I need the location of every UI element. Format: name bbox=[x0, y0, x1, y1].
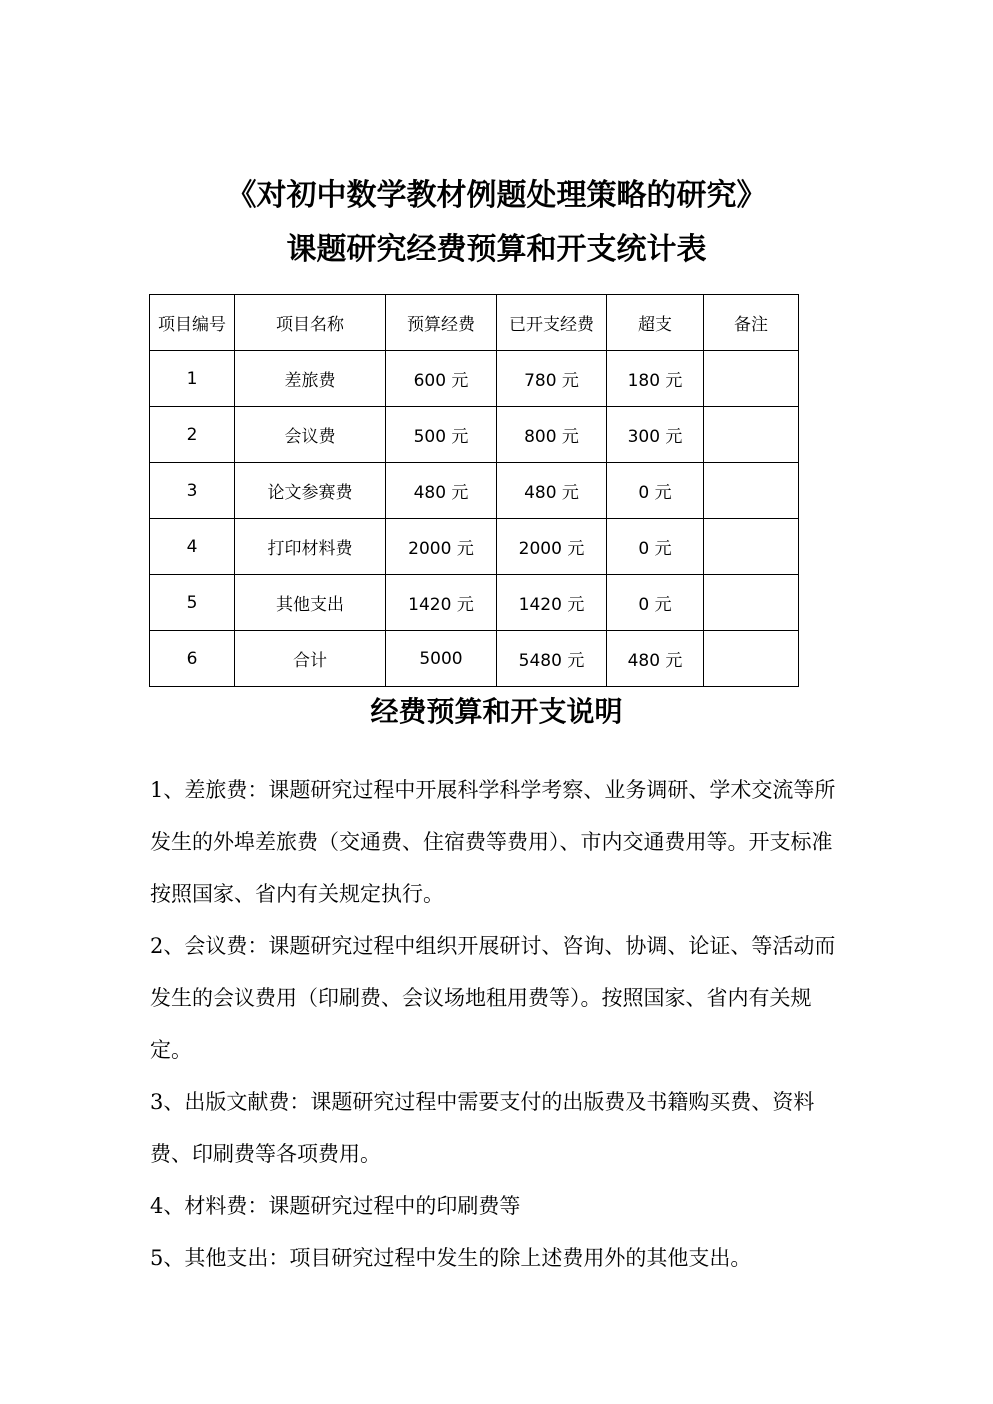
cell-overspend: 180 元 bbox=[607, 351, 704, 407]
cell-remarks bbox=[704, 519, 799, 575]
cell-budget: 480 元 bbox=[386, 463, 497, 519]
budget-table bbox=[149, 294, 799, 687]
cell-budget: 1420 元 bbox=[386, 575, 497, 631]
cell-item-name: 差旅费 bbox=[235, 351, 386, 407]
cell-remarks bbox=[704, 351, 799, 407]
cell-item-number: 2 bbox=[150, 407, 235, 463]
explanation-item: 5、其他支出：项目研究过程中发生的除上述费用外的其他支出。 bbox=[150, 1246, 752, 1270]
table-row bbox=[150, 407, 799, 463]
cell-item-number: 1 bbox=[150, 351, 235, 407]
cell-remarks bbox=[704, 407, 799, 463]
cell-overspend: 0 元 bbox=[607, 575, 704, 631]
cell-spent: 780 元 bbox=[497, 351, 607, 407]
cell-item-number: 5 bbox=[150, 575, 235, 631]
cell-spent: 1420 元 bbox=[497, 575, 607, 631]
cell-budget: 5000 bbox=[386, 631, 497, 687]
cell-item-name: 会议费 bbox=[235, 407, 386, 463]
table-row-total bbox=[150, 631, 799, 687]
cell-remarks bbox=[704, 631, 799, 687]
explanation-item: 2、会议费：课题研究过程中组织开展研讨、咨询、协调、论证、等活动而发生的会议费用（印刷费、会议场地租用费等）。按照国家、省内有关规定。 bbox=[150, 934, 836, 1062]
cell-remarks bbox=[704, 463, 799, 519]
header-spent: 已开支经费 bbox=[497, 295, 607, 351]
cell-overspend: 0 元 bbox=[607, 519, 704, 575]
cell-item-name: 其他支出 bbox=[235, 575, 386, 631]
table-row bbox=[150, 351, 799, 407]
cell-overspend: 300 元 bbox=[607, 407, 704, 463]
table-row bbox=[150, 519, 799, 575]
cell-spent: 800 元 bbox=[497, 407, 607, 463]
cell-budget: 500 元 bbox=[386, 407, 497, 463]
cell-item-number: 4 bbox=[150, 519, 235, 575]
cell-spent: 2000 元 bbox=[497, 519, 607, 575]
cell-item-number: 3 bbox=[150, 463, 235, 519]
header-remarks: 备注 bbox=[704, 295, 799, 351]
section-heading: 经费预算和开支说明 bbox=[370, 695, 623, 728]
cell-item-number: 6 bbox=[150, 631, 235, 687]
explanation-item: 1、差旅费：课题研究过程中开展科学科学考察、业务调研、学术交流等所发生的外埠差旅费（交通费、住宿费等费用）、市内交通费用等。开支标准按照国家、省内有关规定执行。 bbox=[150, 778, 836, 906]
cell-spent: 480 元 bbox=[497, 463, 607, 519]
header-overspend: 超支 bbox=[607, 295, 704, 351]
cell-budget: 2000 元 bbox=[386, 519, 497, 575]
header-budget: 预算经费 bbox=[386, 295, 497, 351]
table-header-row bbox=[150, 295, 799, 351]
header-item-name: 项目名称 bbox=[235, 295, 386, 351]
cell-item-name: 论文参赛费 bbox=[235, 463, 386, 519]
table-row bbox=[150, 463, 799, 519]
cell-overspend: 480 元 bbox=[607, 631, 704, 687]
explanation-item: 4、材料费：课题研究过程中的印刷费等 bbox=[150, 1194, 521, 1218]
cell-spent: 5480 元 bbox=[497, 631, 607, 687]
cell-remarks bbox=[704, 575, 799, 631]
document-title: 《对初中数学教材例题处理策略的研究》 bbox=[226, 178, 767, 213]
cell-item-name: 合计 bbox=[235, 631, 386, 687]
document-subtitle: 课题研究经费预算和开支统计表 bbox=[286, 232, 707, 267]
cell-overspend: 0 元 bbox=[607, 463, 704, 519]
cell-item-name: 打印材料费 bbox=[235, 519, 386, 575]
header-item-number: 项目编号 bbox=[150, 295, 235, 351]
explanation-item: 3、出版文献费：课题研究过程中需要支付的出版费及书籍购买费、资料费、印刷费等各项费用。 bbox=[150, 1090, 815, 1166]
cell-budget: 600 元 bbox=[386, 351, 497, 407]
table-row bbox=[150, 575, 799, 631]
